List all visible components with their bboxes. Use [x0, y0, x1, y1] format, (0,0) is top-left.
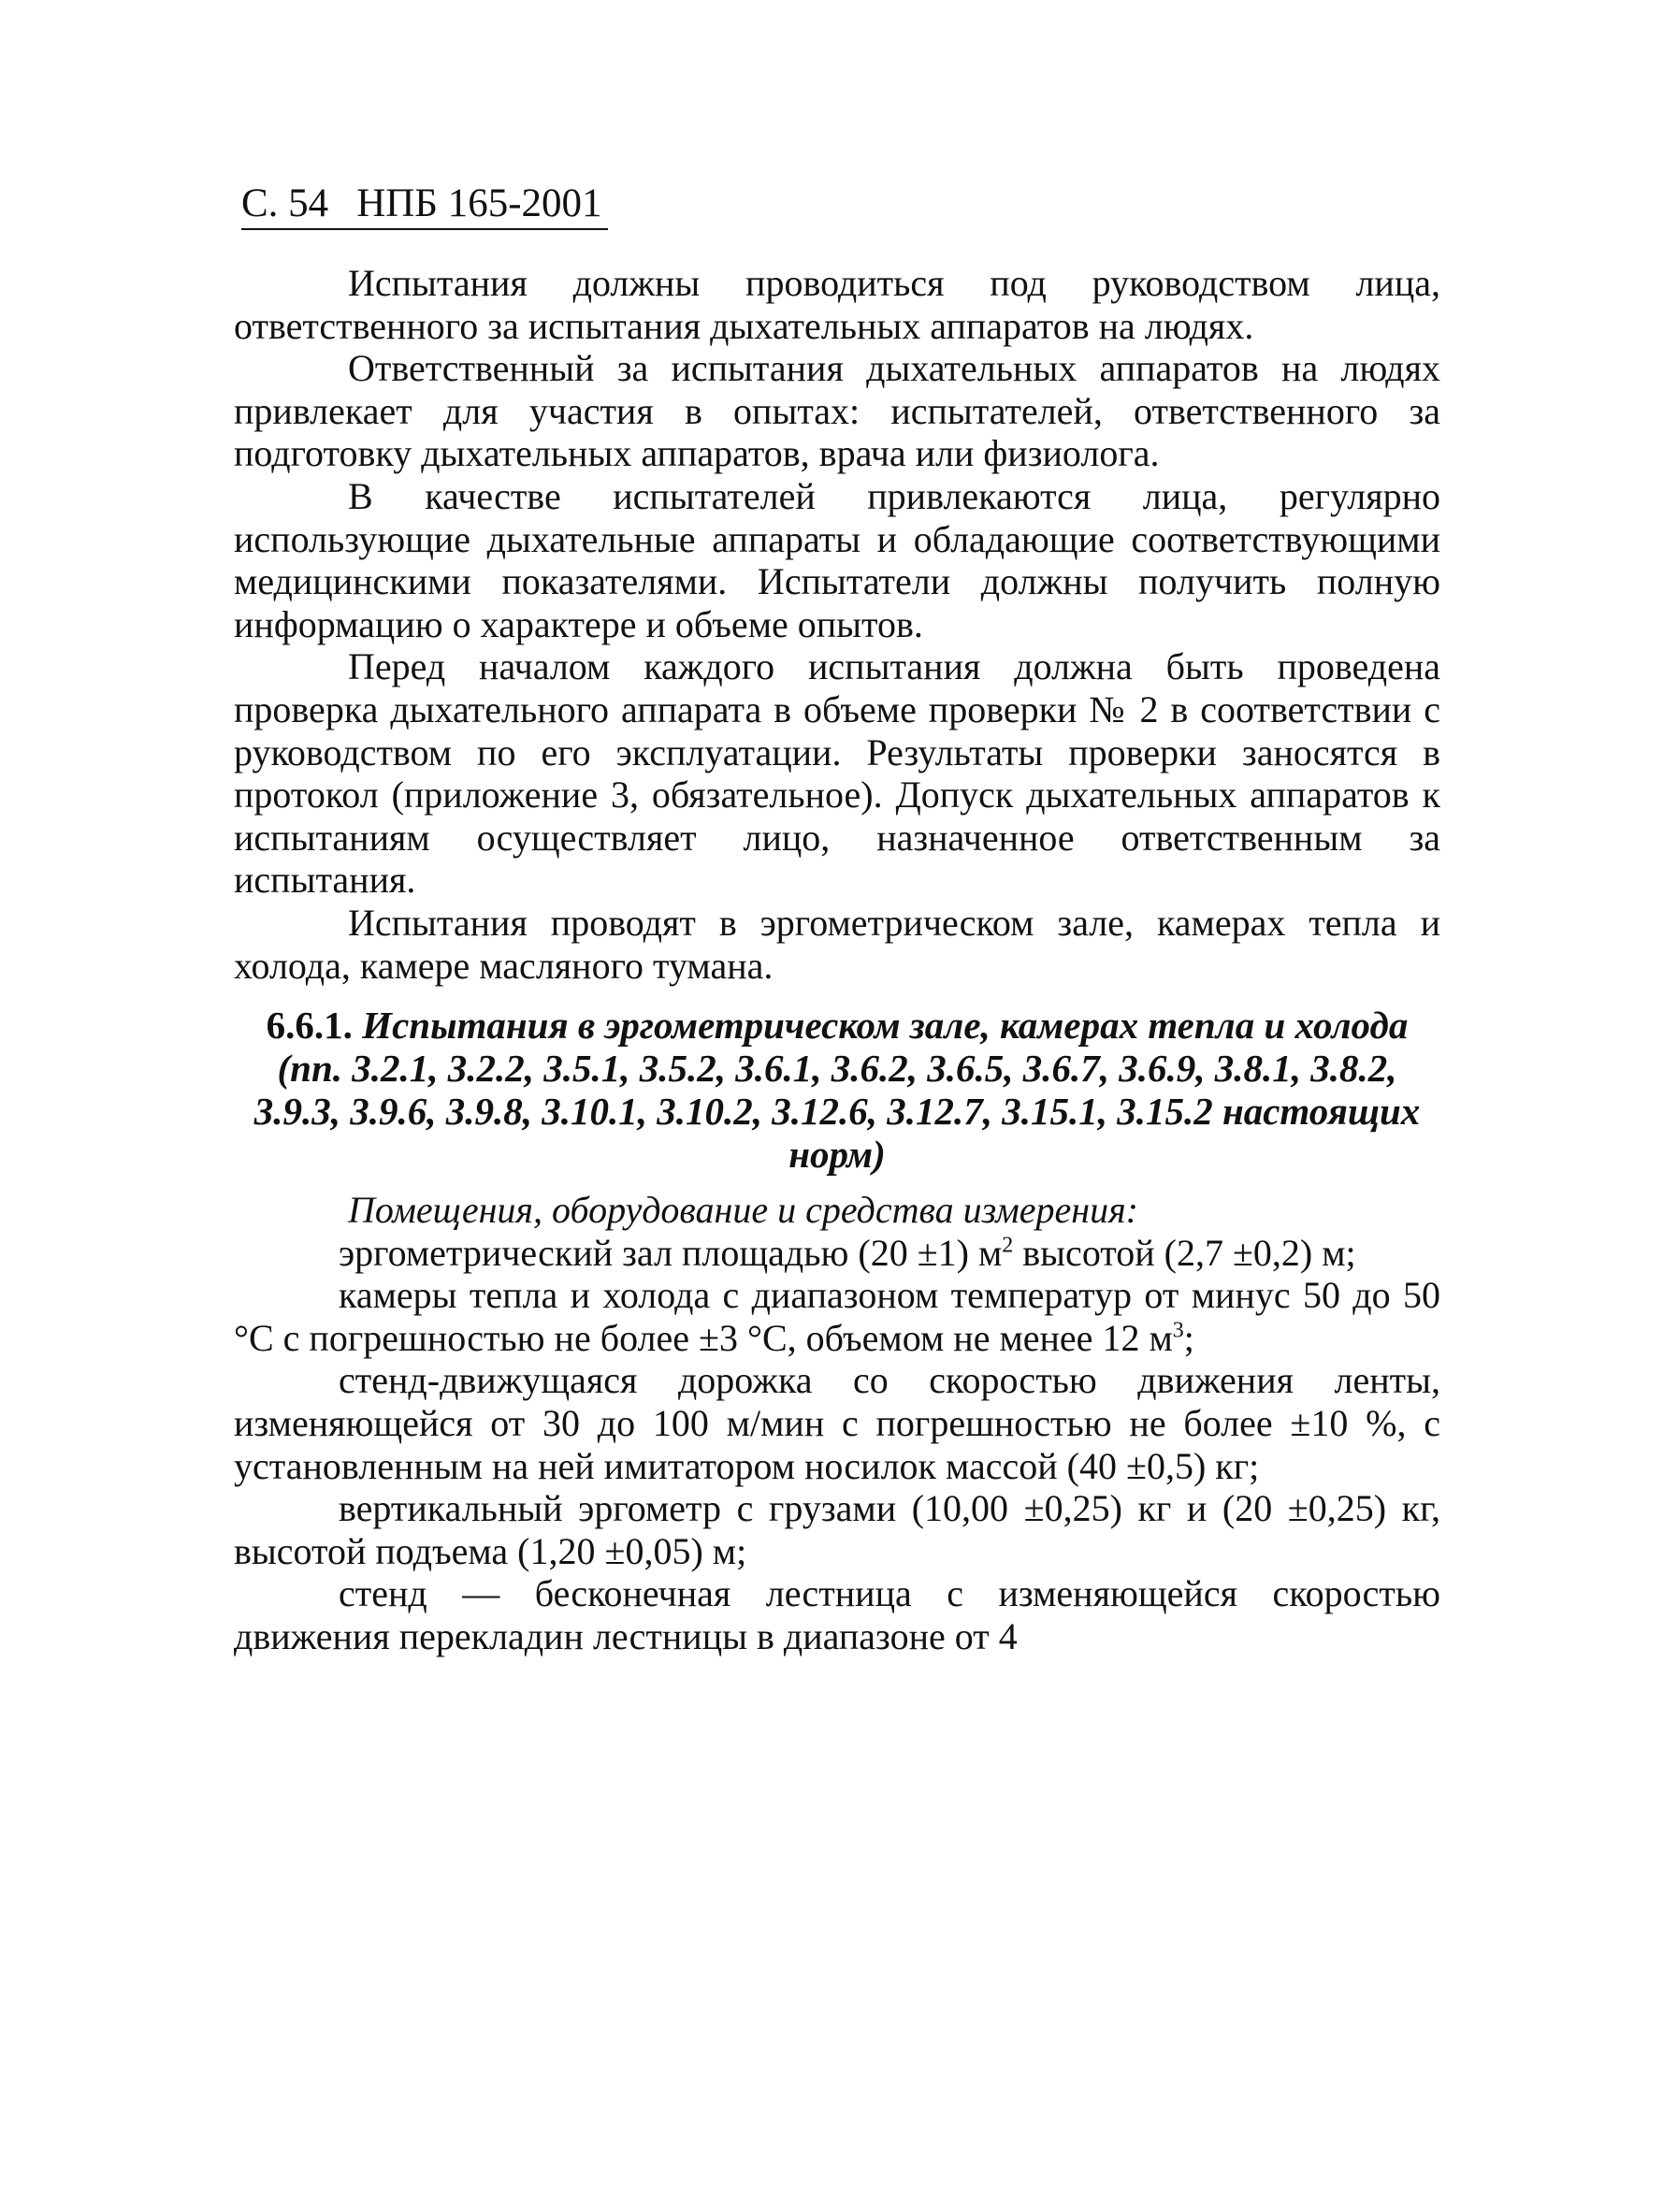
- document-code: НПБ 165-2001: [356, 181, 602, 225]
- equipment-subheading: Помещения, оборудование и средства измерения:: [348, 1189, 1138, 1232]
- paragraph: Перед началом каждого испытания должна быть проведена проверка дыхательного аппарата в объеме проверки № 2 в соответствии с руководством по его эксплуатации. Результаты проверки заносятся в протокол (приложение 3, обязательное). Допуск дыхательных аппаратов к испытаниям осуществляет лицо, назначенное ответственным за испытания.: [234, 645, 1440, 902]
- page-number: С. 54: [241, 181, 329, 225]
- section-heading: [234, 1004, 1440, 1176]
- list-item: эргометрический зал площадью (20 ±1) $м^2$ высотой (2,7 ±0,2) м;: [339, 1231, 1356, 1274]
- paragraph: Ответственный за испытания дыхательных аппаратов на людях привлекает для участия в опытах: испытателей, ответственного за подготовку дыхательных аппаратов, врача или физиолога.: [234, 347, 1440, 475]
- paragraph: Испытания должны проводиться под руководством лица, ответственного за испытания дыхательных аппаратов на людях.: [234, 262, 1440, 347]
- list-item: камеры тепла и холода с диапазоном температур от минус 50 до 50 °С с погрешностью не более ±3 °С, объемом не менее 12 $м^3$;: [234, 1274, 1440, 1359]
- section-title: Испытания в эргометрическом зале, камерах тепла и холода (пп. 3.2.1, 3.2.2, 3.5.1, 3.5.2, 3.6.1, 3.6.2, 3.6.5, 3.6.7, 3.6.9, 3.8.1, 3.8.2, 3.9.3, 3.9.6, 3.9.8, 3.10.1, 3.10.2, 3.12.6, 3.12.7, 3.15.1, 3.15.2 настоящих норм): [253, 1004, 1421, 1177]
- equipment-list: [234, 1232, 1440, 1658]
- list-item: стенд-движущаяся дорожка со скоростью движения ленты, изменяющейся от 30 до 100 м/мин с погрешностью не более ±10 %, с установленным на ней имитатором носилок массой (40 ±0,5) кг;: [234, 1359, 1440, 1487]
- page-header: [241, 180, 608, 230]
- body-text: [234, 262, 1440, 1658]
- list-item: стенд — бесконечная лестница с изменяющейся скоростью движения перекладин лестницы в диапазоне от 4: [234, 1572, 1440, 1658]
- paragraph: В качестве испытателей привлекаются лица, регулярно использующие дыхательные аппараты и обладающие соответствующими медицинскими показателями. Испытатели должны получить полную информацию о характере и объеме опытов.: [234, 474, 1440, 645]
- paragraph: Испытания проводят в эргометрическом зале, камерах тепла и холода, камере масляного тумана.: [234, 901, 1440, 987]
- list-item: вертикальный эргометр с грузами (10,00 ±0,25) кг и (20 ±0,25) кг, высотой подъема (1,20 ±0,05) м;: [234, 1487, 1440, 1572]
- section-number: 6.6.1.: [266, 1004, 353, 1048]
